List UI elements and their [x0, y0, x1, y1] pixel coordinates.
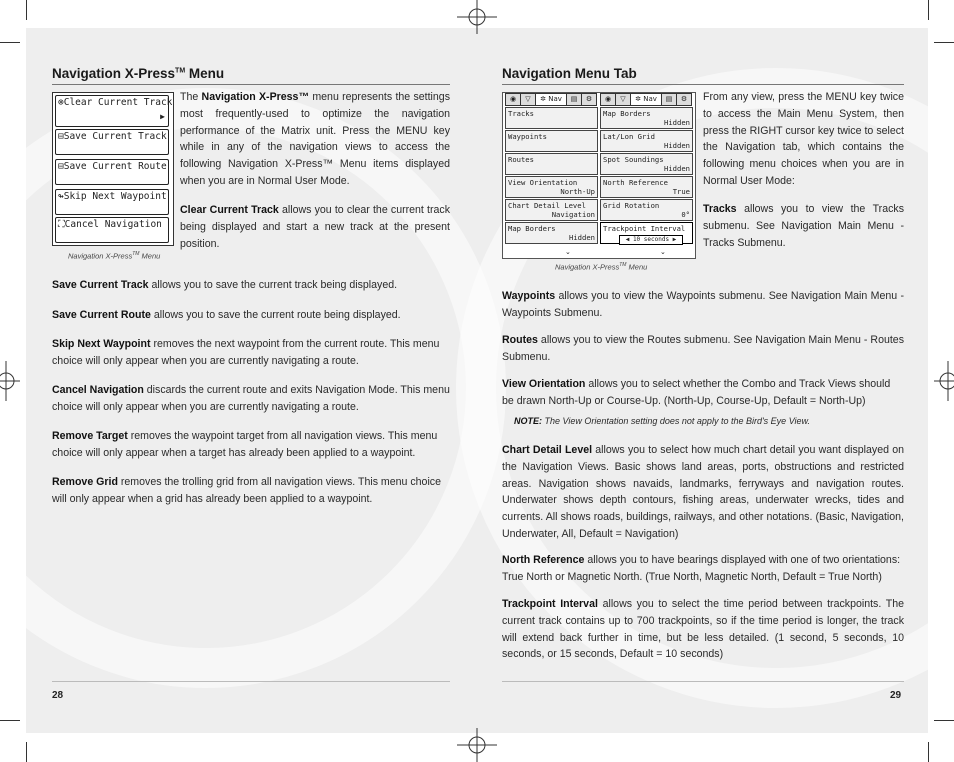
menu-value: Navigation: [551, 210, 595, 219]
caption-suffix: Menu: [139, 251, 161, 261]
tab-icon: ▤: [566, 93, 582, 106]
description: removes the waypoint target from all navigation views. This menu choice will only appear when a target has already been applied to a waypoint.: [52, 430, 438, 459]
menu-label: North Reference: [603, 178, 668, 187]
right-page-heading: Navigation Menu Tab: [502, 66, 637, 81]
description: allows you to save the current track being displayed.: [148, 279, 398, 291]
menu-label: View Orientation: [508, 178, 578, 187]
menu-value: Hidden: [664, 141, 690, 150]
cancel-navigation-paragraph: [52, 382, 450, 416]
description: allows you to view the Waypoints submenu. See Navigation Main Menu - Waypoints Submenu.: [502, 290, 904, 319]
menu-item-cancel-navigation: [55, 217, 169, 243]
menu-cell: [505, 176, 598, 198]
menu-cell: [505, 107, 598, 129]
view-orientation-paragraph: [502, 376, 904, 410]
registration-mark-icon: [934, 361, 954, 401]
skip-next-waypoint-paragraph: [52, 336, 450, 370]
scroll-down-icon: ⌄: [660, 249, 666, 256]
navigation-menu-tab-screenshot: [502, 92, 696, 259]
caption-text: Navigation X-Press: [555, 262, 620, 272]
tab-icon: ◉: [505, 93, 521, 106]
crop-mark: [934, 720, 954, 721]
tab-icon: ◉: [600, 93, 616, 106]
crop-mark: [928, 0, 929, 20]
term: Tracks: [703, 203, 737, 215]
menu-value: True: [672, 187, 690, 196]
menu-item-skip-next-waypoint: [55, 189, 169, 215]
menu-cell: [600, 153, 693, 175]
menu-label: Spot Soundings: [603, 155, 664, 164]
menu-label: Trackpoint Interval: [603, 224, 686, 233]
menu-cell: [600, 176, 693, 198]
menu-label: Map Borders: [603, 109, 651, 118]
page-number-right: 29: [890, 690, 902, 701]
intro-pre: The: [180, 91, 202, 103]
heading-rule: [502, 84, 904, 85]
heading-suffix: Menu: [185, 66, 225, 81]
tracks-paragraph: [703, 201, 904, 251]
term: Remove Grid: [52, 476, 118, 488]
note: [514, 413, 904, 430]
routes-paragraph: [502, 332, 904, 366]
tab-label: Nav: [643, 95, 657, 103]
term: Skip Next Waypoint: [52, 338, 151, 350]
menu-value: 0°: [681, 210, 690, 219]
tab-icon: ▤: [661, 93, 677, 106]
menu-cell: [505, 153, 598, 175]
description: allows you to clear the current track being displayed and start a new track at the present position.: [180, 204, 450, 250]
right-intro-paragraph: From any view, press the MENU key twice to access the Main Menu System, then press the RIGHT cursor key twice to select the Navigation tab, which contains the following menu choices when you are in Normal User Mode:: [703, 91, 904, 187]
menu-cell-selected: [600, 222, 693, 244]
chart-detail-level-paragraph: [502, 442, 904, 543]
term: Waypoints: [502, 290, 556, 302]
menu-label: Waypoints: [508, 132, 547, 141]
note-text: The View Orientation setting does not apply to the Bird's Eye View.: [542, 416, 811, 426]
left-figure-caption: [68, 251, 160, 261]
menu-label: Lat/Lon Grid: [603, 132, 655, 141]
registration-mark-icon: [457, 728, 497, 762]
crop-mark: [0, 720, 20, 721]
intro-text: menu represents the settings most frequently-used to optimize the navigation performance of the Matrix unit. Press the MENU key while in any of the navigation views to access the following Navigation X-Press™ Menu items displayed when you are in Normal User Mode.: [180, 91, 450, 187]
description: allows you to view the Routes submenu. See Navigation Main Menu - Routes Submenu.: [502, 334, 904, 363]
term: North Reference: [502, 554, 585, 566]
remove-target-paragraph: [52, 428, 450, 462]
description: allows you to view the Tracks submenu. See Navigation Main Menu - Tracks Submenu.: [703, 203, 904, 249]
cancel-icon: ⛶: [58, 219, 65, 230]
footer-rule: [52, 681, 450, 682]
heading-rule: [52, 84, 450, 85]
description: discards the current route and exits Navigation Mode. This menu choice will only appear when you are currently navigating a route.: [52, 384, 450, 413]
navigation-xpress-menu-screenshot: [52, 92, 174, 246]
crop-mark: [26, 742, 27, 762]
right-arrow-icon: ▶: [160, 112, 165, 121]
clear-icon: ⊗: [58, 97, 64, 108]
menu-item-save-current-track: [55, 129, 169, 155]
menu-item-label: Save Current Track: [63, 131, 167, 142]
tab-label: Nav: [548, 95, 562, 103]
term: View Orientation: [502, 378, 586, 390]
left-intro-paragraph: [180, 89, 450, 190]
trademark-mark: TM: [619, 262, 627, 268]
tab-icon: ⚙: [676, 93, 692, 106]
description: allows you to select the time period between trackpoints. The current track contains up to 700 trackpoints, so if the time period is longer, the track will extend back further in time, but be less detailed. (1 second, 5 seconds, 10 seconds, or 15 seconds, Default = 10 seconds): [502, 598, 904, 661]
description: removes the next waypoint from the current route. This menu choice will only appear when you are currently navigating a route.: [52, 338, 440, 367]
menu-value: Hidden: [664, 164, 690, 173]
spinner-value: ◀ 10 seconds ▶: [619, 235, 683, 245]
menu-cell: [600, 107, 693, 129]
crop-mark: [928, 742, 929, 762]
save-current-route-paragraph: [52, 307, 450, 324]
trademark-mark: TM: [132, 251, 140, 257]
description: allows you to have bearings displayed with one of two orientations: True North or Magnetic North. (True North, Magnetic North, Default = True North): [502, 554, 901, 583]
save-current-track-paragraph: [52, 277, 450, 294]
note-label: NOTE:: [514, 416, 542, 426]
menu-item-label: Clear Current Track: [63, 97, 173, 108]
registration-mark-icon: [457, 0, 497, 34]
menu-cell: [505, 222, 598, 244]
remove-grid-paragraph: [52, 474, 450, 508]
crop-mark: [26, 0, 27, 20]
menu-label: Chart Detail Level: [508, 201, 586, 210]
description: allows you to select how much chart detail you want displayed on the Navigation Views. Basic shows land areas, ports, obstructions and restricted areas. Navigation shows navaids, landmarks, ferryways and navigation routes. Underwater shows depth contours, fishing areas, underwater wrecks, tides and currents. All shows roads, buildings, railways, and other notations. (Basic, Navigation, Underwater, All, Default = Navigation): [502, 444, 904, 540]
heading-text: Navigation X-Press: [52, 66, 176, 81]
north-reference-paragraph: [502, 552, 904, 586]
menu-item-clear-current-track: [55, 95, 173, 127]
tab-icon: ▽: [615, 93, 631, 106]
menu-value: North-Up: [560, 187, 595, 196]
term: Save Current Track: [52, 279, 149, 291]
description: allows you to save the current route being displayed.: [150, 309, 401, 321]
tab-nav: ✲ Nav: [630, 93, 662, 106]
menu-cell: [505, 130, 598, 152]
footer-rule: [502, 681, 904, 682]
intro-bold: Navigation X-Press™: [201, 91, 310, 103]
save-icon: ⊟: [58, 131, 64, 142]
menu-cell: [600, 199, 693, 221]
term: Routes: [502, 334, 538, 346]
term: Remove Target: [52, 430, 128, 442]
menu-item-label: Cancel Navigation: [64, 219, 162, 230]
tab-icon: ⚙: [581, 93, 597, 106]
left-page-heading: [52, 66, 224, 81]
trackpoint-interval-paragraph: [502, 596, 904, 663]
crop-mark: [0, 42, 20, 43]
caption-text: Navigation X-Press: [68, 251, 133, 261]
registration-mark-icon: [0, 361, 20, 401]
menu-item-label: Save Current Route: [63, 161, 167, 172]
menu-value: 10 seconds: [632, 236, 670, 243]
menu-cell: [505, 199, 598, 221]
crop-mark: [934, 42, 954, 43]
save-icon: ⊟: [58, 161, 64, 172]
description: removes the trolling grid from all navigation views. This menu choice will only appear when a grid has already been applied to a waypoint.: [52, 476, 441, 505]
caption-suffix: Menu: [626, 262, 648, 272]
trademark-mark: TM: [175, 67, 186, 75]
menu-label: Map Borders: [508, 224, 556, 233]
menu-label: Tracks: [508, 109, 534, 118]
scroll-down-icon: ⌄: [565, 249, 571, 256]
right-figure-caption: [555, 262, 647, 272]
term: Trackpoint Interval: [502, 598, 598, 610]
waypoints-paragraph: [502, 288, 904, 322]
term: Clear Current Track: [180, 204, 279, 216]
menu-label: Routes: [508, 155, 534, 164]
tab-icon: ▽: [520, 93, 536, 106]
term: Chart Detail Level: [502, 444, 593, 456]
term: Cancel Navigation: [52, 384, 144, 396]
term: Save Current Route: [52, 309, 151, 321]
clear-current-track-paragraph: [180, 202, 450, 252]
tab-nav: ✲ Nav: [535, 93, 567, 106]
menu-item-label: Skip Next Waypoint: [63, 191, 167, 202]
menu-value: Hidden: [664, 118, 690, 127]
skip-icon: ↬: [58, 191, 64, 202]
page-number-left: 28: [52, 690, 64, 701]
menu-item-save-current-route: [55, 159, 169, 185]
menu-value: Hidden: [569, 233, 595, 242]
description: allows you to select whether the Combo and Track Views should be drawn North-Up or Course-Up. (North-Up, Course-Up, Default = North-Up): [502, 378, 891, 407]
menu-label: Grid Rotation: [603, 201, 660, 210]
menu-cell: [600, 130, 693, 152]
